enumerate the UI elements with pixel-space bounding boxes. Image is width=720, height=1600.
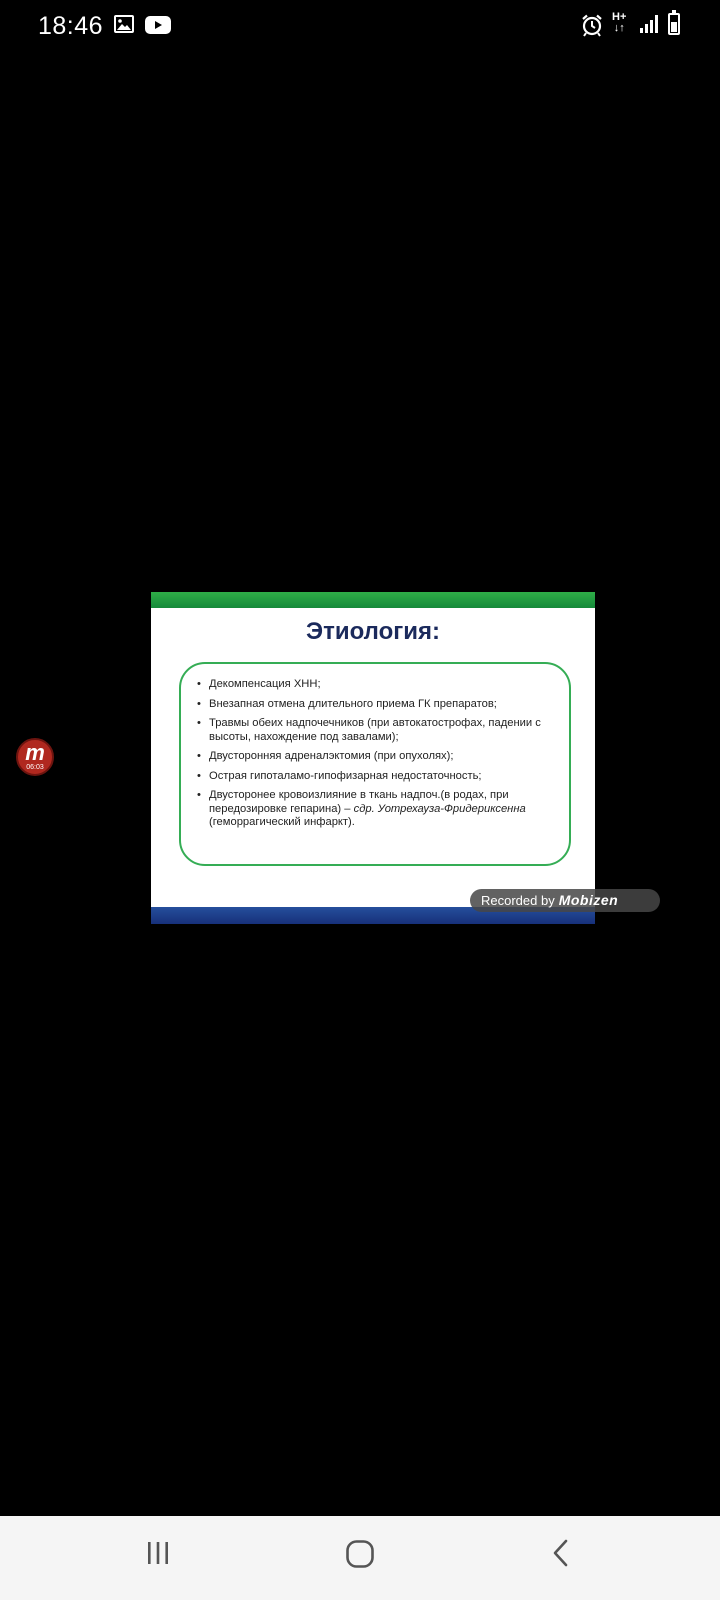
recorder-bubble[interactable] bbox=[16, 738, 54, 776]
mobizen-logo: Mobizen bbox=[558, 892, 619, 908]
syndrome-name: сдр. Уотрехауза-Фридериксенна bbox=[353, 802, 526, 815]
home-icon bbox=[336, 1538, 384, 1570]
presentation-slide[interactable] bbox=[151, 592, 595, 924]
alarm-icon bbox=[580, 13, 604, 42]
slide-top-band bbox=[151, 592, 595, 608]
watermark-text: Recorded by bbox=[481, 893, 555, 908]
list-item: • Двусторонняя адреналэктомия (при опухолях); bbox=[197, 750, 559, 764]
network-type: H+ bbox=[612, 11, 627, 23]
network-activity: ↓↑ bbox=[613, 22, 625, 34]
gallery-icon bbox=[114, 15, 134, 33]
recorder-watermark bbox=[470, 889, 660, 912]
list-item: • Декомпенсация ХНН; bbox=[197, 678, 559, 692]
navigation-bar bbox=[0, 1516, 720, 1600]
recorder-logo: m bbox=[25, 740, 45, 765]
list-item-text: Двусторонее кровоизлияние в ткань надпоч.(в родах, при передозировке гепарина) – bbox=[209, 789, 509, 815]
recents-button[interactable] bbox=[134, 1538, 182, 1578]
list-item: • Внезапная отмена длительного приема ГК препаратов; bbox=[197, 698, 559, 712]
youtube-icon bbox=[145, 16, 171, 34]
recents-icon bbox=[134, 1538, 182, 1568]
slide-content-box bbox=[179, 662, 571, 866]
list-item: • Травмы обеих надпочечников (при автокатострофах, падении с высоты, нахождение под завалами); bbox=[197, 717, 559, 744]
slide-title: Этиология: bbox=[306, 618, 440, 645]
signal-icon bbox=[639, 14, 659, 39]
list-item-text-end: (геморрагический инфаркт). bbox=[209, 816, 355, 828]
battery-level bbox=[671, 22, 677, 32]
back-button[interactable] bbox=[538, 1538, 586, 1578]
status-time: 18:46 bbox=[38, 12, 104, 40]
back-icon bbox=[538, 1538, 586, 1568]
home-button[interactable] bbox=[336, 1538, 384, 1578]
list-item: • Острая гипоталамо-гипофизарная недостаточность; bbox=[197, 770, 559, 784]
status-bar bbox=[0, 0, 720, 52]
recorder-elapsed-time: 06:03 bbox=[26, 764, 44, 771]
list-item bbox=[197, 789, 559, 830]
network-type-label bbox=[612, 12, 626, 34]
etiology-list bbox=[197, 678, 559, 830]
battery-icon bbox=[668, 13, 680, 35]
